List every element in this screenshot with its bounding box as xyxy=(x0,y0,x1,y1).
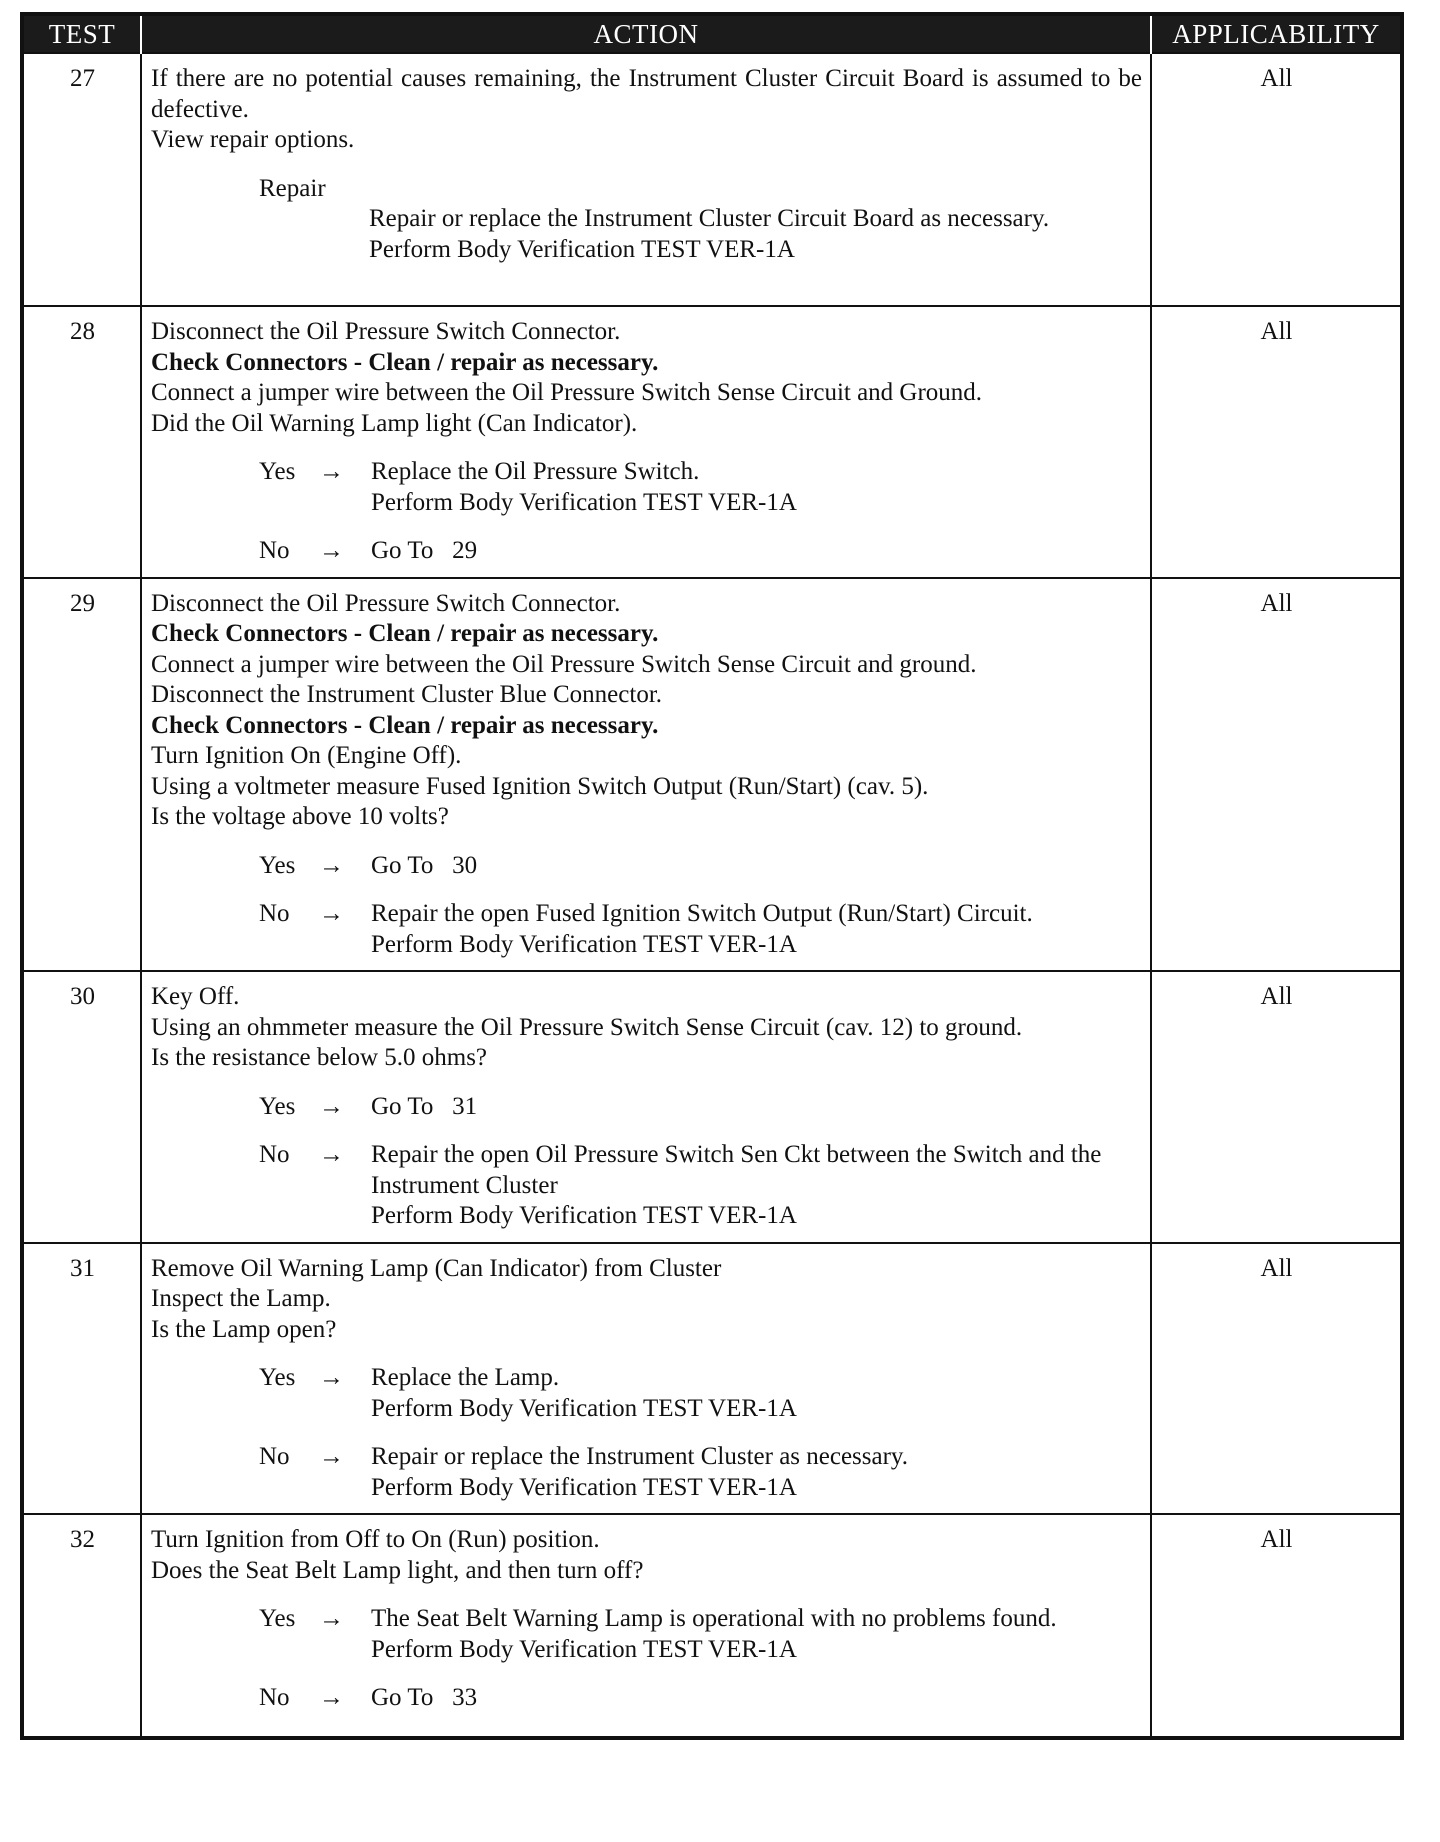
option-text: Perform Body Verification TEST VER-1A xyxy=(371,488,797,516)
option-text: Go To 29 xyxy=(371,537,478,564)
option-text: Repair the open Fused Ignition Switch Output (Run/Start) Circuit. xyxy=(371,900,1033,927)
option-key: No xyxy=(259,537,290,564)
option-key: Yes xyxy=(259,458,296,485)
arrow-icon: → xyxy=(319,900,344,927)
option-text: Go To 31 xyxy=(371,1092,478,1120)
option-yes xyxy=(151,1604,1142,1665)
action-line: Is the Lamp open? xyxy=(151,1315,337,1343)
option-text: Go To 33 xyxy=(371,1684,478,1711)
action-line: Disconnect the Instrument Cluster Blue Connector. xyxy=(151,681,663,708)
action-cell xyxy=(141,1514,1151,1738)
action-line: Does the Seat Belt Lamp light, and then turn off? xyxy=(151,1556,644,1584)
action-cell xyxy=(141,53,1151,306)
arrow-icon: → xyxy=(319,1364,344,1391)
arrow-icon: → xyxy=(319,1605,344,1632)
diagnostic-page xyxy=(20,12,1400,1829)
option-no xyxy=(151,1683,1142,1714)
action-line: If there are no potential causes remaining, the Instrument Cluster Circuit Board is assumed to be defective. xyxy=(151,65,1142,123)
table-row xyxy=(22,1243,1402,1515)
action-line: Disconnect the Oil Pressure Switch Connector. xyxy=(151,589,621,617)
applicability-cell: All xyxy=(1151,1243,1402,1515)
test-number: 30 xyxy=(22,971,141,1243)
table-header-row xyxy=(22,14,1402,53)
option-text: Perform Body Verification TEST VER-1A xyxy=(371,1473,797,1501)
option-key: No xyxy=(259,1443,290,1470)
table-row xyxy=(22,971,1402,1243)
applicability-cell: All xyxy=(1151,53,1402,306)
action-line: Inspect the Lamp. xyxy=(151,1285,331,1312)
option-text: Perform Body Verification TEST VER-1A xyxy=(371,1202,797,1229)
action-line: Is the voltage above 10 volts? xyxy=(151,803,449,830)
option-key: Yes xyxy=(259,1364,296,1391)
option-text: Go To 30 xyxy=(371,851,478,879)
option-text: Perform Body Verification TEST VER-1A xyxy=(371,930,797,958)
action-cell xyxy=(141,578,1151,972)
option-yes xyxy=(151,457,1142,518)
header-action: ACTION xyxy=(141,14,1151,53)
option-text: Perform Body Verification TEST VER-1A xyxy=(371,1635,797,1663)
action-line: Disconnect the Oil Pressure Switch Connector. xyxy=(151,318,621,345)
repair-text: Perform Body Verification TEST VER-1A xyxy=(369,235,795,263)
option-text: Replace the Oil Pressure Switch. xyxy=(371,458,700,485)
action-line: Turn Ignition from Off to On (Run) position. xyxy=(151,1526,600,1553)
option-text: Repair or replace the Instrument Cluster as necessary. xyxy=(371,1443,909,1470)
action-line: Remove Oil Warning Lamp (Can Indicator) from Cluster xyxy=(151,1254,722,1282)
option-yes xyxy=(151,851,1142,882)
test-number: 31 xyxy=(22,1243,141,1515)
table-row xyxy=(22,306,1402,578)
option-no xyxy=(151,1140,1142,1232)
action-line: Using an ohmmeter measure the Oil Pressure Switch Sense Circuit (cav. 12) to ground. xyxy=(151,1013,1023,1041)
option-key: Yes xyxy=(259,1605,296,1632)
arrow-icon: → xyxy=(319,851,344,879)
arrow-icon: → xyxy=(319,1443,344,1470)
test-number: 29 xyxy=(22,578,141,972)
option-key: Yes xyxy=(259,851,296,879)
test-number: 28 xyxy=(22,306,141,578)
action-cell xyxy=(141,971,1151,1243)
arrow-icon: → xyxy=(319,1684,344,1711)
header-applicability: APPLICABILITY xyxy=(1151,14,1402,53)
arrow-icon: → xyxy=(319,1092,344,1120)
option-key: No xyxy=(259,900,290,927)
action-line-bold: Check Connectors - Clean / repair as necessary. xyxy=(151,620,659,647)
action-line: Is the resistance below 5.0 ohms? xyxy=(151,1044,488,1071)
option-no xyxy=(151,899,1142,960)
repair-label: Repair xyxy=(259,174,326,202)
action-line: Using a voltmeter measure Fused Ignition Switch Output (Run/Start) (cav. 5). xyxy=(151,772,929,800)
option-key: No xyxy=(259,1141,290,1168)
table-row xyxy=(22,53,1402,306)
action-cell xyxy=(141,1243,1151,1515)
option-text: Replace the Lamp. xyxy=(371,1364,560,1391)
diagnostic-table xyxy=(20,12,1404,1740)
option-yes xyxy=(151,1363,1142,1424)
applicability-cell: All xyxy=(1151,971,1402,1243)
arrow-icon: → xyxy=(319,458,344,485)
test-number: 27 xyxy=(22,53,141,306)
applicability-cell: All xyxy=(1151,1514,1402,1738)
action-line: Connect a jumper wire between the Oil Pressure Switch Sense Circuit and Ground. xyxy=(151,379,983,406)
option-key: Yes xyxy=(259,1092,296,1120)
option-text: Perform Body Verification TEST VER-1A xyxy=(371,1394,797,1422)
option-text: Repair the open Oil Pressure Switch Sen Ckt between the Switch and the Instrument Cluster xyxy=(371,1141,1102,1199)
applicability-cell: All xyxy=(1151,306,1402,578)
applicability-cell: All xyxy=(1151,578,1402,972)
action-line: Did the Oil Warning Lamp light (Can Indicator). xyxy=(151,409,638,437)
option-yes xyxy=(151,1092,1142,1123)
option-no xyxy=(151,536,1142,567)
table-row xyxy=(22,1514,1402,1738)
option-text: The Seat Belt Warning Lamp is operational with no problems found. xyxy=(371,1605,1057,1632)
test-number: 32 xyxy=(22,1514,141,1738)
header-test: TEST xyxy=(22,14,141,53)
action-line-bold: Check Connectors - Clean / repair as necessary. xyxy=(151,348,659,376)
action-line-bold: Check Connectors - Clean / repair as necessary. xyxy=(151,711,659,739)
repair-text: Repair or replace the Instrument Cluster Circuit Board as necessary. xyxy=(369,205,1050,232)
action-line: Connect a jumper wire between the Oil Pressure Switch Sense Circuit and ground. xyxy=(151,650,977,678)
table-row xyxy=(22,578,1402,972)
option-key: No xyxy=(259,1684,290,1711)
action-line: Turn Ignition On (Engine Off). xyxy=(151,742,462,769)
arrow-icon: → xyxy=(319,537,344,564)
action-line: Key Off. xyxy=(151,983,240,1010)
action-cell xyxy=(141,306,1151,578)
action-line: View repair options. xyxy=(151,126,355,153)
option-no xyxy=(151,1442,1142,1503)
arrow-icon: → xyxy=(319,1141,344,1168)
